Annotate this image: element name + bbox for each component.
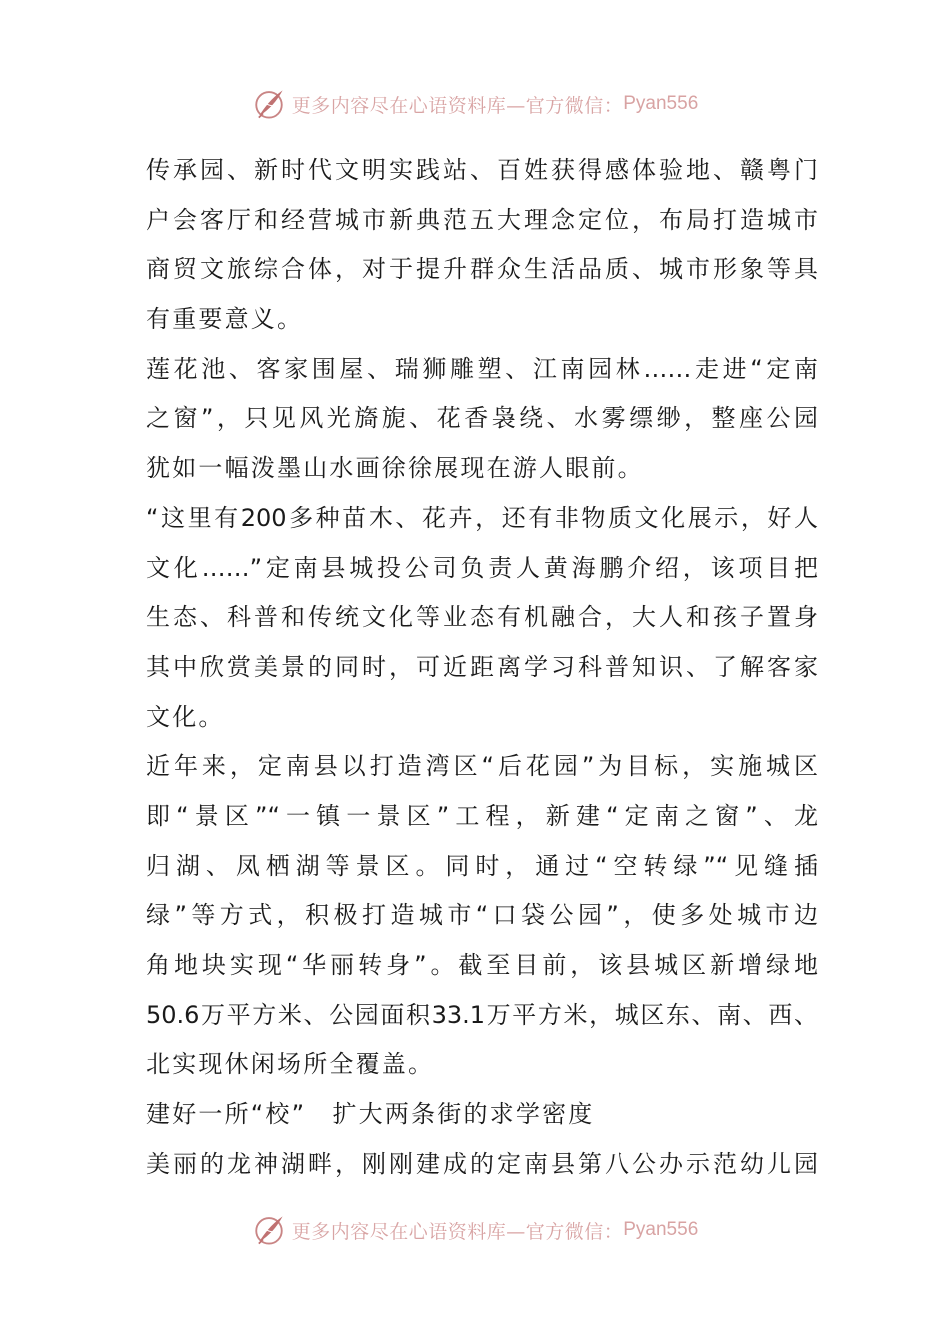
watermark-text: 更多内容尽在心语资料库—官方微信：	[291, 94, 624, 117]
text-line: 户会客厅和经营城市新典范五大理念定位，布局打造城市	[146, 205, 818, 234]
document-body	[146, 146, 818, 1189]
quill-seal-icon	[252, 1213, 286, 1247]
text-line: 文化……”定南县城投公司负责人黄海鹏介绍，该项目把	[146, 553, 818, 582]
watermark-text: 更多内容尽在心语资料库—官方微信：	[291, 1220, 624, 1243]
watermark-wechat-id: Pyan556	[623, 93, 699, 114]
watermark-footer	[0, 1210, 950, 1250]
text-line: 其中欣赏美景的同时，可近距离学习科普知识、了解客家	[146, 652, 818, 681]
text-line: “这里有200多种苗木、花卉，还有非物质文化展示，好人	[146, 503, 818, 532]
watermark-header	[0, 84, 950, 124]
text-line: 近年来，定南县以打造湾区“后花园”为目标，实施城区	[146, 752, 818, 781]
text-line: 文化。	[146, 702, 225, 731]
text-line: 绿”等方式，积极打造城市“口袋公园”，使多处城市边	[146, 901, 818, 930]
text-line: 有重要意义。	[146, 305, 304, 334]
watermark-wechat-id: Pyan556	[623, 1219, 699, 1240]
text-line: 商贸文旅综合体，对于提升群众生活品质、城市形象等具	[146, 255, 818, 284]
text-line: 角地块实现“华丽转身”。截至目前，该县城区新增绿地	[146, 951, 818, 979]
text-line: 北实现休闲场所全覆盖。	[146, 1050, 435, 1079]
quill-seal-icon	[252, 87, 286, 121]
section-heading: 建好一所“校” 扩大两条街的求学密度	[146, 1100, 595, 1129]
text-line: 归湖、凤栖湖等景区。同时，通过“空转绿”“见缝插	[146, 851, 818, 880]
text-line: 莲花池、客家围屋、瑞狮雕塑、江南园林……走进“定南	[146, 354, 818, 383]
text-line: 传承园、新时代文明实践站、百姓获得感体验地、赣粤门	[146, 156, 818, 184]
text-line: 美丽的龙神湖畔，刚刚建成的定南县第八公办示范幼儿园	[146, 1149, 818, 1178]
text-line: 之窗”，只见风光旖旎、花香袅绕、水雾缥缈，整座公园	[146, 404, 818, 433]
text-line: 即“景区”“一镇一景区”工程，新建“定南之窗”、龙	[146, 801, 818, 830]
text-line: 犹如一幅泼墨山水画徐徐展现在游人眼前。	[146, 454, 644, 483]
text-line: 生态、科普和传统文化等业态有机融合，大人和孩子置身	[146, 603, 818, 632]
text-line: 50.6万平方米、公园面积33.1万平方米，城区东、南、西、	[146, 1000, 818, 1029]
